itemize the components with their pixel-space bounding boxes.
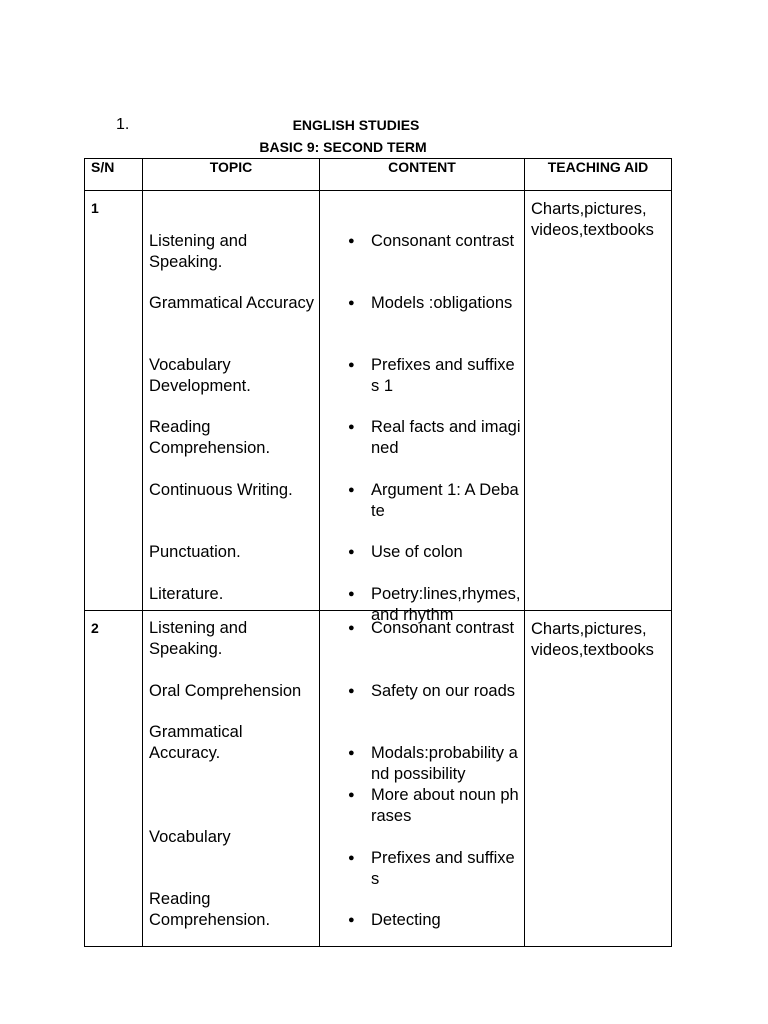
topic-item: Reading Comprehension.	[149, 418, 271, 457]
topic-cell	[143, 191, 320, 611]
row-sn: 1	[85, 191, 143, 611]
header-topic: TOPIC	[143, 159, 320, 191]
topic-item: Grammatical Accuracy	[149, 294, 315, 312]
topic-item: Oral Comprehension	[149, 682, 302, 700]
teaching-aid-cell: Charts,pictures, videos,textbooks	[525, 191, 672, 611]
topic-cell	[143, 611, 320, 947]
topic-item: Grammatical Accuracy.	[149, 723, 243, 762]
header-teaching-aid: TEACHING AID	[525, 159, 672, 191]
bullet-icon: ●	[348, 914, 355, 926]
bullet-icon: ●	[348, 747, 355, 759]
bullet-icon: ●	[348, 421, 355, 433]
header-sn: S/N	[85, 159, 143, 191]
content-item: Real facts and imagined	[371, 418, 521, 457]
topic-item: Vocabulary	[149, 828, 231, 846]
content-item: Models :obligations	[371, 294, 513, 312]
row-sn: 2	[85, 611, 143, 947]
bullet-icon: ●	[348, 235, 355, 247]
bullet-icon: ●	[348, 484, 355, 496]
topic-item: Punctuation.	[149, 543, 241, 561]
bullet-icon: ●	[348, 546, 355, 558]
content-item: Use of colon	[371, 543, 463, 561]
content-item: Argument 1: A Debate	[371, 481, 519, 520]
bullet-icon: ●	[348, 622, 355, 634]
content-cell	[320, 611, 525, 947]
bullet-icon: ●	[348, 852, 355, 864]
teaching-aid-cell: Charts,pictures, videos,textbooks	[525, 611, 672, 947]
list-number: 1.	[116, 116, 130, 133]
table-header-row	[85, 159, 672, 191]
table-row	[85, 611, 672, 947]
content-item: More about noun phrases	[371, 786, 519, 825]
content-item: Consonant contrast	[371, 232, 515, 250]
syllabus-table	[84, 158, 672, 947]
bullet-icon: ●	[348, 588, 355, 600]
content-item: Prefixes and suffixes	[371, 849, 515, 888]
document-title: ENGLISH STUDIES	[292, 117, 420, 133]
document-subtitle: BASIC 9: SECOND TERM	[259, 139, 427, 155]
topic-item: Listening and Speaking.	[149, 619, 248, 658]
content-item: Safety on our roads	[371, 682, 516, 700]
content-cell	[320, 191, 525, 624]
content-item: Modals:probability and possibility	[371, 744, 518, 783]
topic-item: Listening and Speaking.	[149, 232, 248, 271]
topic-item: Literature.	[149, 585, 224, 603]
topic-item: Continuous Writing.	[149, 481, 293, 499]
content-item: Poetry:lines,rhymes, and rhythm	[371, 585, 521, 624]
bullet-icon: ●	[348, 685, 355, 697]
content-item: Detecting	[371, 911, 441, 929]
header-content: CONTENT	[320, 159, 525, 191]
bullet-icon: ●	[348, 789, 355, 801]
topic-item: Reading Comprehension.	[149, 890, 271, 929]
content-item: Prefixes and suffixes 1	[371, 356, 515, 395]
bullet-icon: ●	[348, 359, 355, 371]
bullet-icon: ●	[348, 297, 355, 309]
content-item: Consonant contrast	[371, 619, 515, 637]
table-row	[85, 191, 672, 611]
topic-item: Vocabulary Development.	[149, 356, 251, 395]
